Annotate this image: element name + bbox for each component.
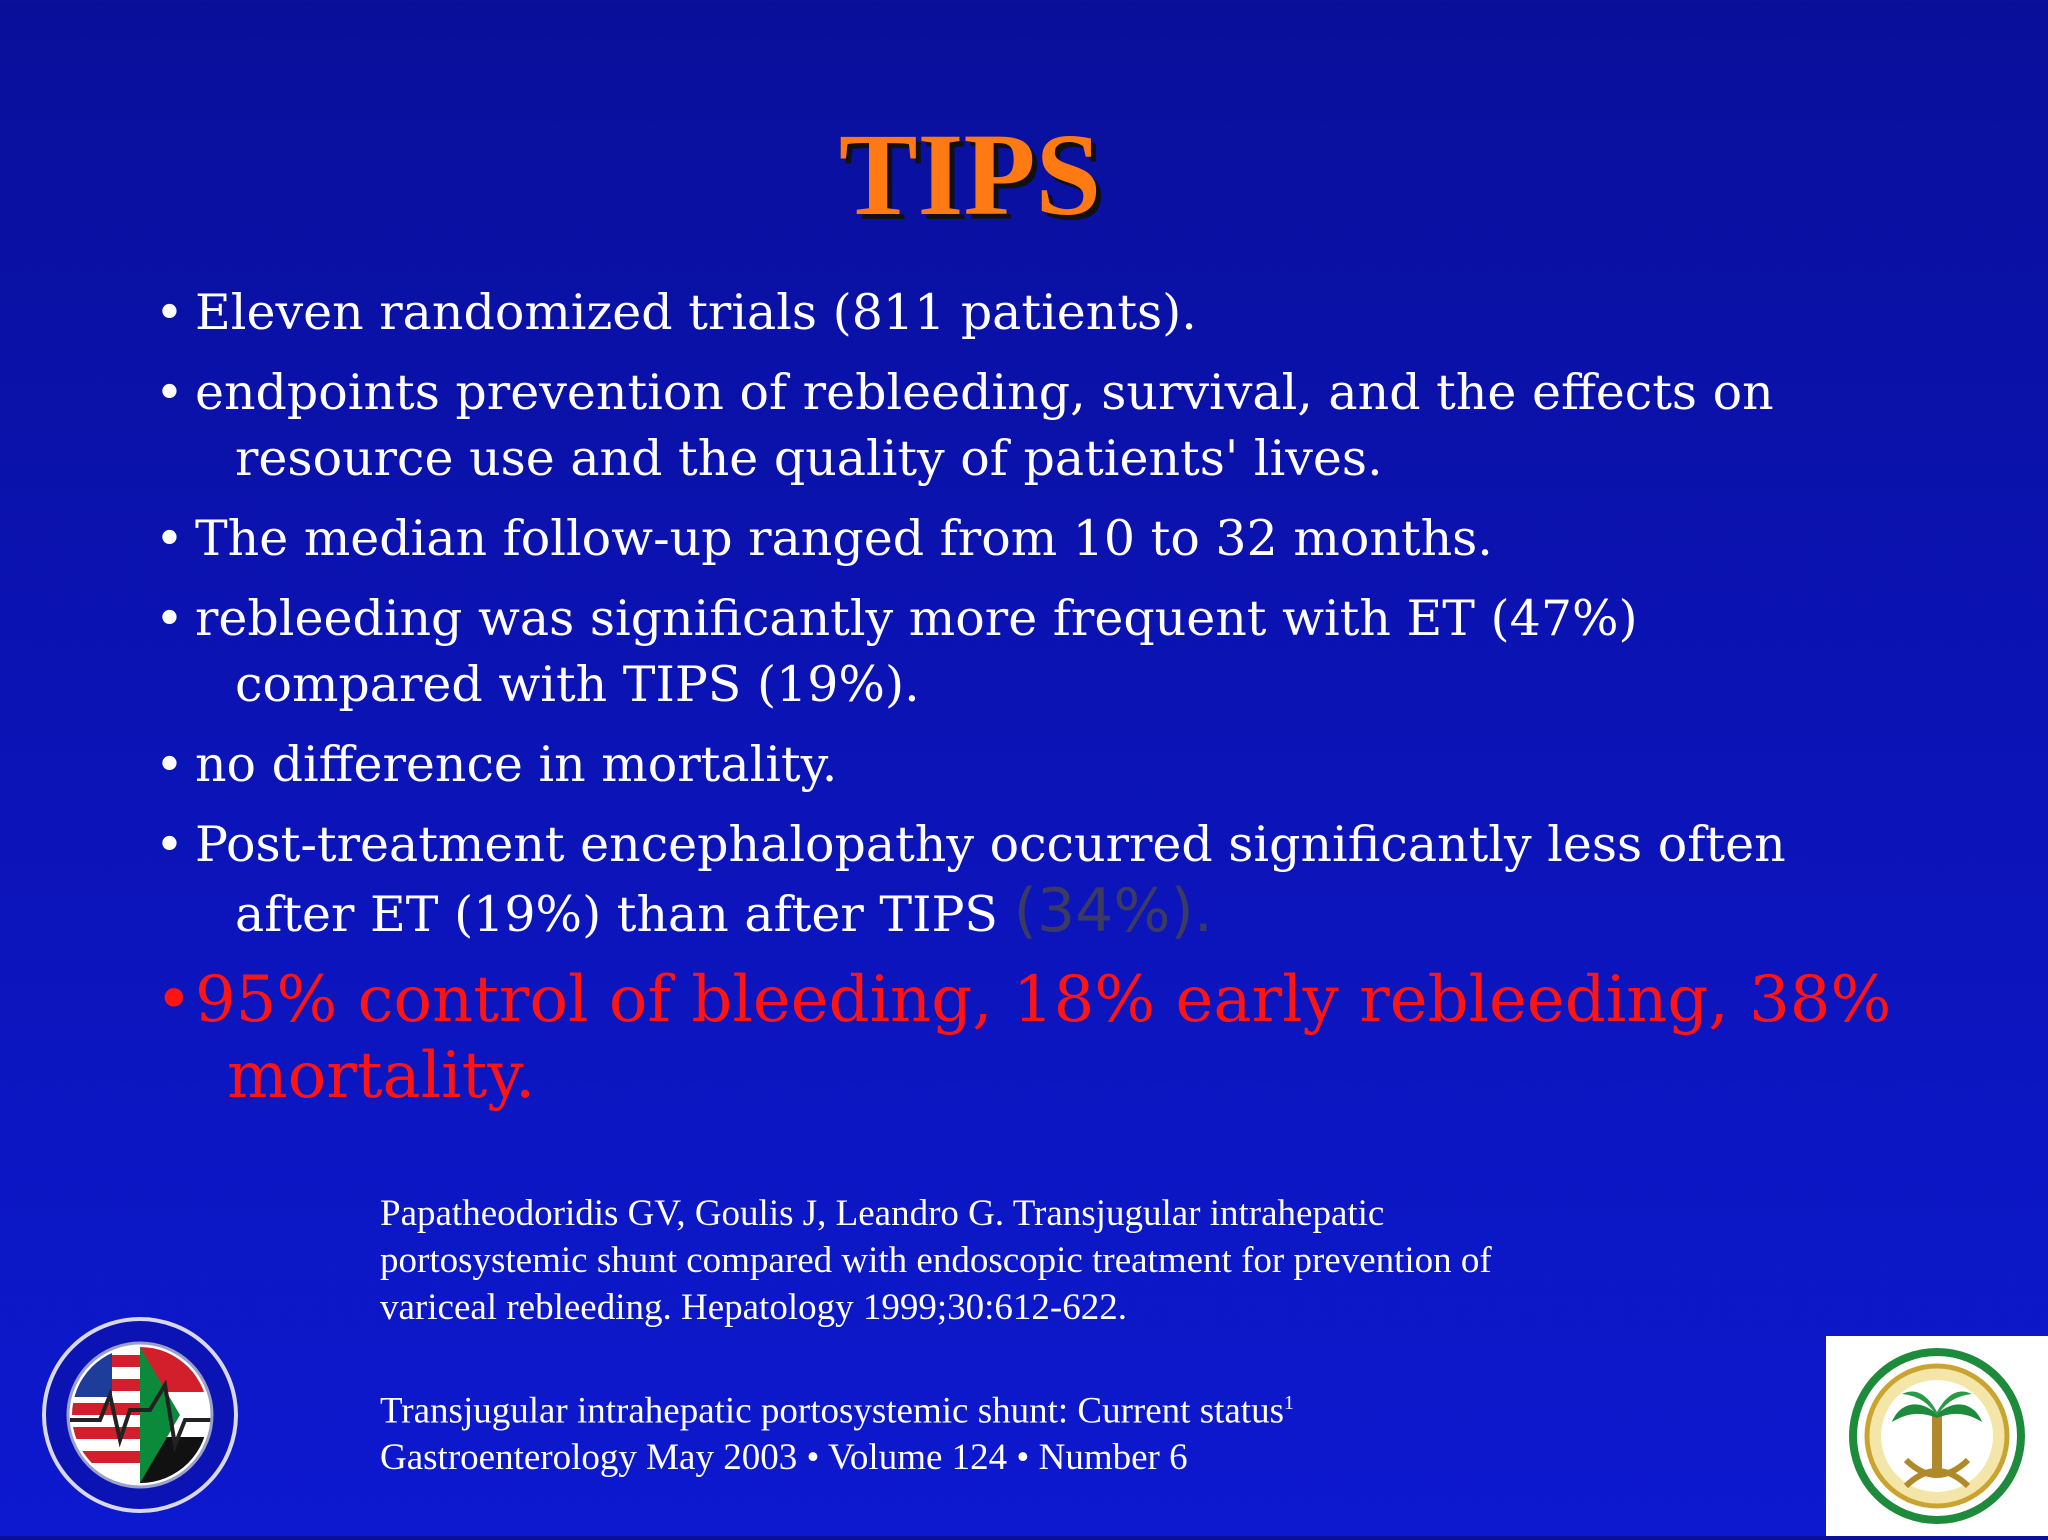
bullet-text-continuation: resource use and the quality of patients' lives. [235, 430, 1383, 487]
king-faisal-specialist-hospital-logo [1826, 1336, 2048, 1536]
bullet-dot: • [155, 816, 184, 873]
reference-2 [380, 1380, 1780, 1481]
reference-line: Gastroenterology May 2003 • Volume 124 • Number 6 [380, 1437, 1188, 1479]
bullet-item [155, 732, 1995, 798]
bullet-text: The median follow-up ranged from 10 to 32 months. [195, 510, 1493, 567]
bullet-item [155, 280, 1995, 346]
bullet-item [155, 506, 1995, 572]
reference-superscript: 1 [1283, 1392, 1294, 1414]
bullet-item [155, 812, 1995, 948]
bullet-text: no difference in mortality. [195, 736, 838, 793]
bullet-dot: • [155, 284, 184, 341]
bullet-dot: • [155, 736, 184, 793]
highlight-text: 95% control of bleeding, 18% early rebleeding, 38% [195, 963, 1892, 1037]
highlight-text-continuation: mortality. [227, 1039, 536, 1113]
reference-line: portosystemic shunt compared with endoscopic treatment for prevention of [380, 1240, 1492, 1281]
reference-line: Transjugular intrahepatic portosystemic shunt: Current status [380, 1390, 1284, 1432]
bullet-text: Eleven randomized trials (811 patients). [195, 284, 1197, 341]
highlight-bullet [155, 962, 1995, 1114]
bullet-text-continuation: compared with TIPS (19%). [235, 656, 920, 713]
bullet-text: rebleeding was significantly more frequent with ET (47%) [195, 590, 1638, 647]
sudanese-american-medical-association-logo [40, 1315, 240, 1515]
bullet-dot: • [155, 963, 193, 1037]
bullet-dot: • [155, 364, 184, 421]
bullet-text: endpoints prevention of rebleeding, survival, and the effects on [195, 364, 1774, 421]
bullet-dot: • [155, 510, 184, 567]
reference-line: variceal rebleeding. Hepatology 1999;30:612-622. [380, 1287, 1127, 1328]
bullet-dot: • [155, 590, 184, 647]
reference-1 [380, 1190, 1780, 1331]
bullet-text: Post-treatment encephalopathy occurred significantly less often [195, 816, 1786, 873]
hospital-emblem-icon [1826, 1336, 2048, 1536]
bullet-item [155, 360, 1995, 492]
bullet-text-continuation [195, 878, 1995, 948]
faint-percentage: (34%). [1013, 876, 1213, 946]
bullet-list [155, 280, 1995, 1128]
references [380, 1190, 1780, 1530]
bullet-text-segment: after ET (19%) than after TIPS [235, 886, 1014, 943]
bullet-item [155, 586, 1995, 718]
reference-line: Papatheodoridis GV, Goulis J, Leandro G. Transjugular intrahepatic [380, 1193, 1385, 1234]
slide-title: TIPS [838, 109, 1102, 240]
